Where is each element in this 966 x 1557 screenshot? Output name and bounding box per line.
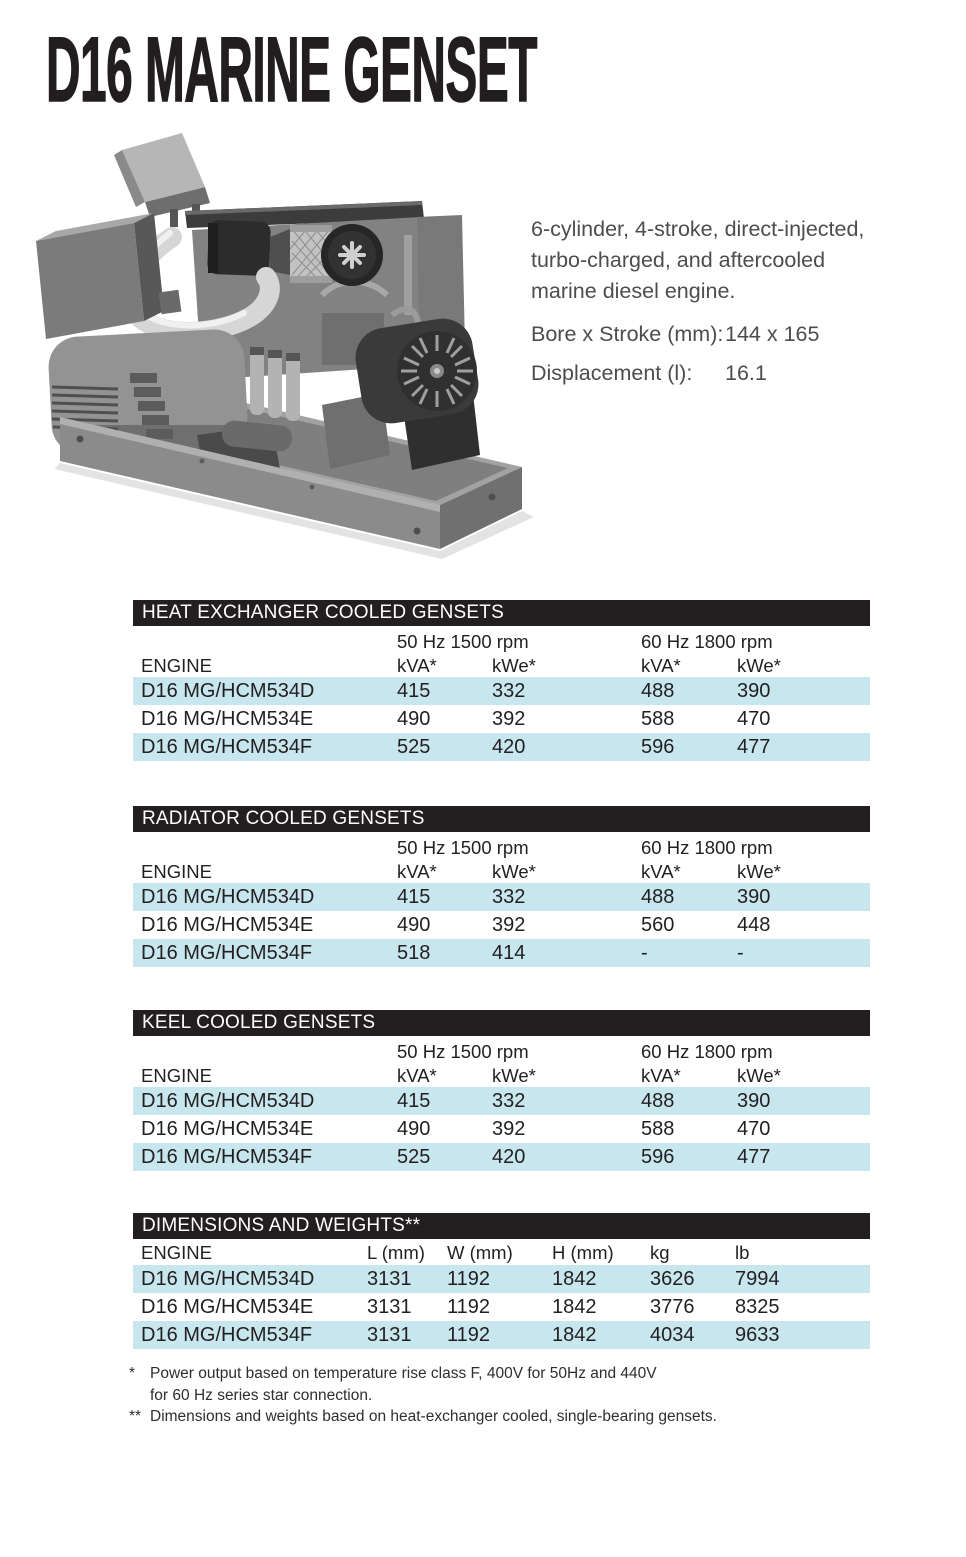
- footnote-line: Dimensions and weights based on heat-exchanger cooled, single-bearing gensets.: [150, 1408, 717, 1425]
- table-row: [133, 1115, 870, 1143]
- cell-value: 392: [492, 708, 526, 730]
- column-header: W (mm): [447, 1242, 513, 1263]
- column-header: kWe*: [492, 860, 536, 882]
- cell-value: 3131: [367, 1268, 412, 1290]
- description-line: 6-cylinder, 4-stroke, direct-injected,: [531, 217, 865, 241]
- column-header: kVA*: [397, 1064, 437, 1086]
- cell-value: 477: [737, 736, 771, 758]
- cell-value: 415: [397, 680, 431, 702]
- cell-value: 490: [397, 1118, 431, 1140]
- engine-description: [531, 214, 881, 402]
- table-row: [133, 1321, 870, 1349]
- column-header: kVA*: [641, 1064, 681, 1086]
- cell-value: 488: [641, 680, 675, 702]
- cell-value: 588: [641, 708, 675, 730]
- cell-value: 490: [397, 914, 431, 936]
- cell-value: 470: [737, 708, 771, 730]
- cell-value: 392: [492, 1118, 526, 1140]
- table-row: [133, 1265, 870, 1293]
- table-row: [133, 939, 870, 967]
- group-header-50hz: 50 Hz 1500 rpm: [397, 837, 529, 858]
- cell-value: 560: [641, 914, 675, 936]
- spec-bore-stroke: [531, 324, 881, 345]
- spec-value: 16.1: [725, 361, 767, 385]
- cell-value: 420: [492, 736, 526, 758]
- table-heat-exchanger-cooled-gensets: [133, 600, 870, 761]
- column-header: kWe*: [492, 1064, 536, 1086]
- table-title-bar: HEAT EXCHANGER COOLED GENSETS: [133, 600, 870, 626]
- cell-value: 420: [492, 1146, 526, 1168]
- cell-value: 415: [397, 1090, 431, 1112]
- footnote-text: [150, 1406, 717, 1428]
- cell-value: 596: [641, 1146, 675, 1168]
- cell-value: 390: [737, 886, 771, 908]
- column-header: kVA*: [397, 860, 437, 882]
- cell-value: 490: [397, 708, 431, 730]
- cell-engine: D16 MG/HCM534E: [141, 1296, 314, 1318]
- cell-value: 8325: [735, 1296, 780, 1318]
- cell-engine: D16 MG/HCM534E: [141, 708, 314, 730]
- column-header: lb: [735, 1242, 750, 1263]
- table-row: [133, 677, 870, 705]
- table-radiator-cooled-gensets: [133, 806, 870, 967]
- cell-value: -: [737, 942, 744, 964]
- cell-value: 477: [737, 1146, 771, 1168]
- footnote-line: Power output based on temperature rise class F, 400V for 50Hz and 440V: [150, 1365, 657, 1382]
- cell-value: 3131: [367, 1296, 412, 1318]
- cell-value: 1842: [552, 1268, 597, 1290]
- cell-value: 525: [397, 1146, 431, 1168]
- group-header-60hz: 60 Hz 1800 rpm: [641, 1041, 773, 1062]
- spec-list: [531, 324, 881, 384]
- cell-value: 4034: [650, 1324, 695, 1346]
- column-header: kVA*: [641, 860, 681, 882]
- spec-displacement: [531, 363, 881, 384]
- column-header-row: [133, 1241, 870, 1265]
- cell-value: 1842: [552, 1296, 597, 1318]
- table-row: [133, 1293, 870, 1321]
- cell-engine: D16 MG/HCM534D: [141, 1268, 315, 1290]
- cell-value: -: [641, 942, 648, 964]
- cell-value: 596: [641, 736, 675, 758]
- table-row: [133, 883, 870, 911]
- cell-value: 3626: [650, 1268, 695, 1290]
- cell-value: 1842: [552, 1324, 597, 1346]
- cell-value: 448: [737, 914, 771, 936]
- cell-value: 518: [397, 942, 431, 964]
- cell-value: 9633: [735, 1324, 780, 1346]
- cell-value: 392: [492, 914, 526, 936]
- column-header: ENGINE: [141, 654, 212, 676]
- column-header: ENGINE: [141, 1064, 212, 1086]
- column-header: kWe*: [492, 654, 536, 676]
- cell-value: 332: [492, 680, 526, 702]
- cell-value: 588: [641, 1118, 675, 1140]
- cell-engine: D16 MG/HCM534E: [141, 1118, 314, 1140]
- table-dimensions-and-weights: [133, 1213, 870, 1349]
- table-title-bar: KEEL COOLED GENSETS: [133, 1010, 870, 1036]
- description-line: marine diesel engine.: [531, 279, 736, 303]
- cell-engine: D16 MG/HCM534D: [141, 680, 315, 702]
- table-title-bar: RADIATOR COOLED GENSETS: [133, 806, 870, 832]
- genset-illustration: [22, 125, 537, 560]
- cell-value: 1192: [447, 1324, 491, 1346]
- cell-value: 3131: [367, 1324, 412, 1346]
- cell-value: 3776: [650, 1296, 695, 1318]
- table-row: [133, 1143, 870, 1171]
- cell-engine: D16 MG/HCM534E: [141, 914, 314, 936]
- genset-photo: [22, 125, 537, 560]
- cell-value: 525: [397, 736, 431, 758]
- footnote-power-output: [129, 1363, 829, 1406]
- column-header: kg: [650, 1242, 670, 1263]
- description-paragraph: [531, 214, 881, 307]
- column-header: H (mm): [552, 1242, 614, 1263]
- cell-value: 415: [397, 886, 431, 908]
- cell-engine: D16 MG/HCM534F: [141, 942, 313, 964]
- table-row: [133, 911, 870, 939]
- column-header: kWe*: [737, 1064, 781, 1086]
- column-header-row: [133, 860, 870, 883]
- cell-value: 1192: [447, 1268, 491, 1290]
- page-title: D16 MARINE GENSET: [46, 19, 537, 121]
- cell-value: 390: [737, 680, 771, 702]
- column-header: ENGINE: [141, 1242, 212, 1263]
- column-header: L (mm): [367, 1242, 425, 1263]
- table-row: [133, 733, 870, 761]
- table-title-bar: DIMENSIONS AND WEIGHTS**: [133, 1213, 870, 1239]
- table-keel-cooled-gensets: [133, 1010, 870, 1171]
- column-header: kWe*: [737, 860, 781, 882]
- column-header: kVA*: [641, 654, 681, 676]
- cell-value: 488: [641, 886, 675, 908]
- table-row: [133, 1087, 870, 1115]
- cell-value: 390: [737, 1090, 771, 1112]
- group-header-row: [133, 1040, 870, 1064]
- description-line: turbo-charged, and aftercooled: [531, 248, 826, 272]
- table-row: [133, 705, 870, 733]
- cell-engine: D16 MG/HCM534D: [141, 886, 315, 908]
- cell-value: 7994: [735, 1268, 780, 1290]
- group-header-50hz: 50 Hz 1500 rpm: [397, 1041, 529, 1062]
- cell-engine: D16 MG/HCM534D: [141, 1090, 315, 1112]
- footnote-text: [150, 1363, 657, 1406]
- group-header-row: [133, 630, 870, 654]
- group-header-row: [133, 836, 870, 860]
- cell-value: 414: [492, 942, 526, 964]
- column-header: kWe*: [737, 654, 781, 676]
- group-header-60hz: 60 Hz 1800 rpm: [641, 631, 773, 652]
- column-header-row: [133, 1064, 870, 1087]
- group-header-50hz: 50 Hz 1500 rpm: [397, 631, 529, 652]
- group-header-60hz: 60 Hz 1800 rpm: [641, 837, 773, 858]
- cell-engine: D16 MG/HCM534F: [141, 1146, 313, 1168]
- cell-value: 470: [737, 1118, 771, 1140]
- footnote-line: for 60 Hz series star connection.: [150, 1386, 373, 1404]
- spec-value: 144 x 165: [725, 322, 820, 346]
- cell-engine: D16 MG/HCM534F: [141, 736, 313, 758]
- cell-value: 332: [492, 886, 526, 908]
- footnote-marker: **: [129, 1408, 142, 1425]
- spec-label: Displacement (l):: [531, 361, 693, 385]
- cell-value: 332: [492, 1090, 526, 1112]
- footnotes: [129, 1363, 829, 1428]
- spec-label: Bore x Stroke (mm):: [531, 322, 724, 346]
- column-header-row: [133, 654, 870, 677]
- column-header: kVA*: [397, 654, 437, 676]
- cell-value: 1192: [447, 1296, 491, 1318]
- footnote-marker: *: [129, 1365, 136, 1382]
- column-header: ENGINE: [141, 860, 212, 882]
- footnote-dimensions: [129, 1406, 829, 1428]
- cell-value: 488: [641, 1090, 675, 1112]
- cell-engine: D16 MG/HCM534F: [141, 1324, 313, 1346]
